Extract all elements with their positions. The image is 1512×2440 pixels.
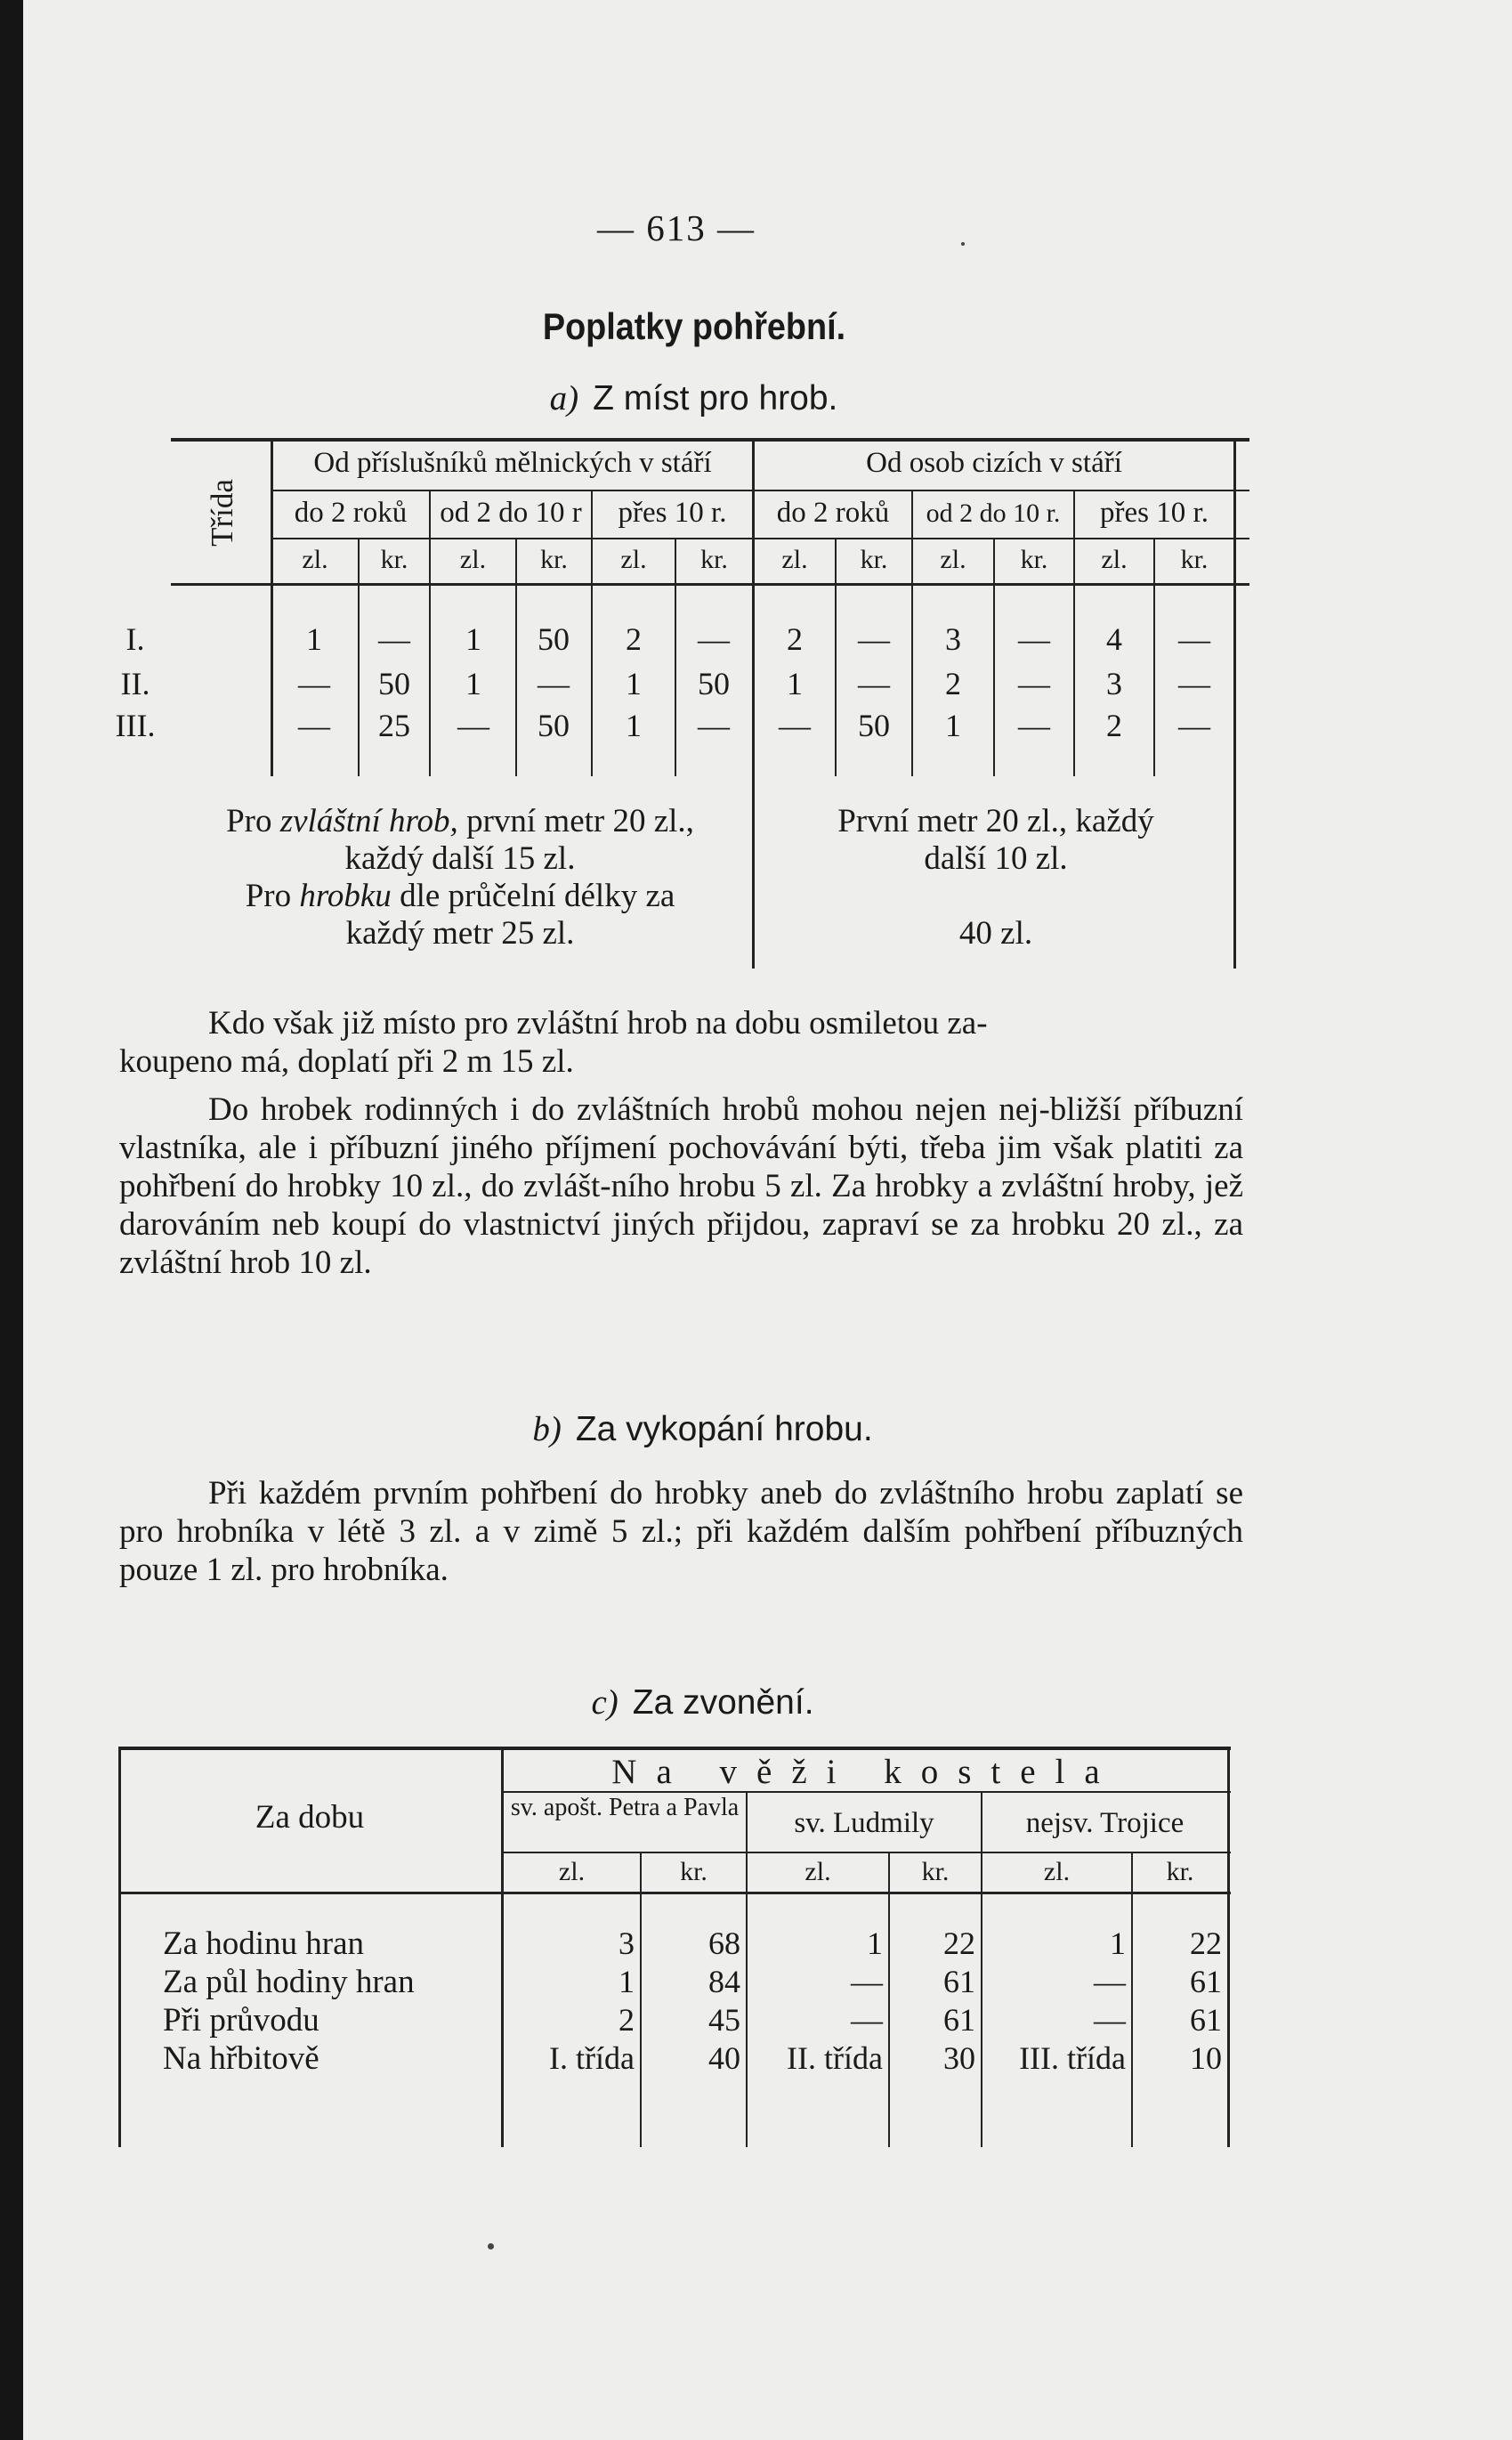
fee-cell: 1 [626, 666, 642, 701]
local-group-header: Od příslušníků mělnických v stáří [313, 447, 712, 479]
foreign-age-0-2: do 2 roků [776, 497, 890, 529]
unit-zl: zl. [558, 1857, 586, 1886]
fee-cell: 2 [1106, 708, 1122, 743]
paragraph-line: koupeno má, doplatí při 2 m 15 zl. [119, 1043, 574, 1080]
fee-cell: — [378, 621, 410, 657]
unit-kr: kr. [1166, 1857, 1194, 1886]
ringing-fee-cell: 22 [1190, 1925, 1222, 1961]
section-b-letter: b) [532, 1410, 562, 1448]
ringing-fee-cell: 40 [708, 2040, 740, 2076]
period-label: Za půl hodiny hran [163, 1964, 415, 2000]
ringing-fee-cell: 61 [1190, 2002, 1222, 2038]
page-number: — 613 — [597, 207, 756, 248]
fee-cell: — [298, 666, 330, 701]
ringing-fee-cell: 1 [867, 1925, 883, 1961]
section-b-title: Za vykopání hrobu. [575, 1410, 873, 1448]
unit-zl: zl. [781, 545, 808, 574]
ringing-fee-cell: 22 [943, 1925, 975, 1961]
ringing-fee-cell: — [1094, 2002, 1126, 2038]
ringing-fee-cell: 1 [619, 1964, 635, 1999]
church-trinity: nejsv. Trojice [1025, 1807, 1185, 1839]
section-c-letter: c) [591, 1683, 619, 1722]
paragraph-additional-payment [119, 1004, 1243, 1081]
unit-zl: zl. [302, 545, 328, 574]
foreign-age-2-10: od 2 do 10 r. [926, 499, 1061, 528]
unit-kr: kr. [540, 545, 568, 574]
fee-cell: — [1018, 621, 1050, 657]
section-c-heading [0, 1682, 1459, 1723]
ringing-fee-cell: — [851, 1964, 883, 1999]
note-text: první metr 20 zl., [457, 803, 694, 839]
ringing-fee-cell: 84 [708, 1964, 740, 1999]
note-italic: zvláštní hrob, [279, 803, 458, 839]
ringing-fee-cell: 10 [1190, 2040, 1222, 2076]
period-column-header: Za dobu [255, 1799, 365, 1836]
fee-cell: 50 [378, 666, 410, 701]
note-text: Pro [226, 803, 280, 839]
fee-cell: 2 [945, 666, 961, 701]
note-foreign [760, 803, 1232, 952]
note-text: další 10 zl. [924, 840, 1068, 877]
ringing-fee-cell: 45 [708, 2002, 740, 2038]
unit-zl: zl. [1043, 1857, 1071, 1886]
ringing-fee-cell: 61 [943, 2002, 975, 2038]
section-b-heading [0, 1409, 1459, 1449]
scan-speck [488, 2243, 494, 2250]
unit-kr: kr. [700, 545, 728, 574]
fee-cell: 50 [698, 666, 730, 701]
fee-cell: — [698, 621, 730, 657]
fee-cell: 25 [378, 708, 410, 743]
fee-cell: 3 [945, 621, 961, 657]
ringing-fee-cell: 68 [708, 1925, 740, 1961]
note-text: Pro [245, 878, 300, 914]
note-special-grave [171, 803, 749, 952]
fee-cell: — [1178, 621, 1210, 657]
fee-cell: 4 [1106, 621, 1122, 657]
fee-cell: — [457, 708, 489, 743]
local-age-2-10: od 2 do 10 r [440, 497, 582, 529]
fee-cell: — [1018, 666, 1050, 701]
paragraph-family-graves: Do hrobek rodinných i do zvláštních hrobů mohou nejen nej-bližší příbuzní vlastníka, ale i příbuzní jiného příjmení pochovávání býti, třeba jim však platiti za pohřbení do hrobky 10 zl., do zvlášt-ního hrobu 5 zl. Za hrobky a zvláštní hroby, jež darováním neb koupí do vlastnictví jiných přijdou, zapraví se za hrobku 20 zl., za zvláštní hrob 10 zl. [119, 1091, 1243, 1281]
ringing-fee-cell: 2 [619, 2002, 635, 2038]
fee-cell: 50 [538, 708, 570, 743]
unit-kr: kr. [380, 545, 408, 574]
note-text: dle průčelní délky za [391, 878, 675, 914]
ringing-fee-cell: — [851, 2002, 883, 2038]
note-text: každý metr 25 zl. [345, 915, 575, 952]
note-text: každý další 15 zl. [344, 840, 576, 877]
fee-cell: 1 [306, 621, 322, 657]
ringing-fee-cell: — [1094, 1964, 1126, 1999]
fee-cell: 1 [626, 708, 642, 743]
class-label: II. [120, 666, 150, 701]
unit-zl: zl. [1101, 545, 1128, 574]
binding-edge [0, 0, 23, 2440]
foreign-age-over-10: přes 10 r. [1100, 497, 1209, 529]
section-c-title: Za zvonění. [632, 1683, 814, 1722]
class-column-header: Třída [205, 479, 239, 547]
fee-cell: — [858, 666, 890, 701]
unit-zl: zl. [459, 545, 487, 574]
unit-zl: zl. [620, 545, 647, 574]
fee-cell: — [538, 666, 570, 701]
fee-cell: — [1018, 708, 1050, 743]
unit-zl: zl. [940, 545, 966, 574]
church-peter-paul: sv. apošt. Petra a Pavla [510, 1794, 740, 1821]
page-title: Poplatky pohřební. [542, 305, 846, 347]
section-a-title: Z míst pro hrob. [593, 379, 838, 417]
note-text: První metr 20 zl., každý [837, 803, 1154, 839]
ringing-fee-cell: 61 [943, 1964, 975, 1999]
class-label: III. [115, 708, 156, 743]
unit-kr: kr. [680, 1857, 707, 1886]
fee-cell: 1 [465, 666, 481, 701]
ringing-fee-cell: 30 [943, 2040, 975, 2076]
unit-kr: kr. [860, 545, 888, 574]
ringing-fee-cell: I. třída [549, 2040, 635, 2076]
paragraph-line: Kdo však již místo pro zvláštní hrob na dobu osmiletou za- [208, 1005, 988, 1042]
section-a-heading [0, 378, 1450, 418]
ringing-fee-cell: II. třída [787, 2040, 883, 2076]
unit-kr: kr. [921, 1857, 950, 1886]
foreign-group-header: Od osob cizích v stáří [866, 447, 1122, 479]
note-italic: hrobku [299, 878, 392, 914]
period-label: Za hodinu hran [163, 1925, 365, 1962]
fee-cell: 50 [858, 708, 890, 743]
ringing-fee-cell: 61 [1190, 1964, 1222, 1999]
fee-cell: — [1178, 666, 1210, 701]
section-a-letter: a) [549, 379, 579, 417]
church-ludmila: sv. Ludmily [794, 1807, 934, 1839]
fee-cell: 50 [538, 621, 570, 657]
fee-cell: 2 [626, 621, 642, 657]
unit-zl: zl. [805, 1857, 831, 1886]
fee-cell: — [698, 708, 730, 743]
fee-cell: — [298, 708, 330, 743]
fee-cell: 1 [787, 666, 803, 701]
class-label: I. [125, 621, 145, 657]
local-age-over-10: přes 10 r. [618, 497, 727, 529]
grave-fees-table [115, 438, 1249, 969]
fee-cell: 1 [945, 708, 961, 743]
period-label: Na hřbitově [163, 2040, 319, 2077]
unit-kr: kr. [1180, 545, 1209, 574]
period-label: Při průvodu [163, 2002, 319, 2039]
local-age-0-2: do 2 roků [294, 497, 408, 529]
tower-group-header: Na věži kostela [611, 1753, 1120, 1791]
unit-kr: kr. [1020, 545, 1048, 574]
note-text: 40 zl. [958, 915, 1033, 952]
scan-speck [961, 242, 965, 246]
paragraph-digging: Při každém prvním pohřbení do hrobky aneb do zvláštního hrobu zaplatí se pro hrobníka v létě 3 zl. a v zimě 5 zl.; při každém dalším pohřbení příbuzných pouze 1 zl. pro hrobníka. [119, 1475, 1243, 1588]
ringing-fee-cell: 3 [619, 1925, 635, 1961]
fee-cell: 1 [465, 621, 481, 657]
fee-cell: — [1178, 708, 1210, 743]
ringing-fee-cell: III. třída [1019, 2040, 1126, 2076]
fee-cell: — [858, 621, 890, 657]
bell-ringing-table [118, 1747, 1231, 2147]
fee-cell: 2 [787, 621, 803, 657]
fee-cell: 3 [1106, 666, 1122, 701]
fee-cell: — [779, 708, 811, 743]
ringing-fee-cell: 1 [1110, 1925, 1126, 1961]
